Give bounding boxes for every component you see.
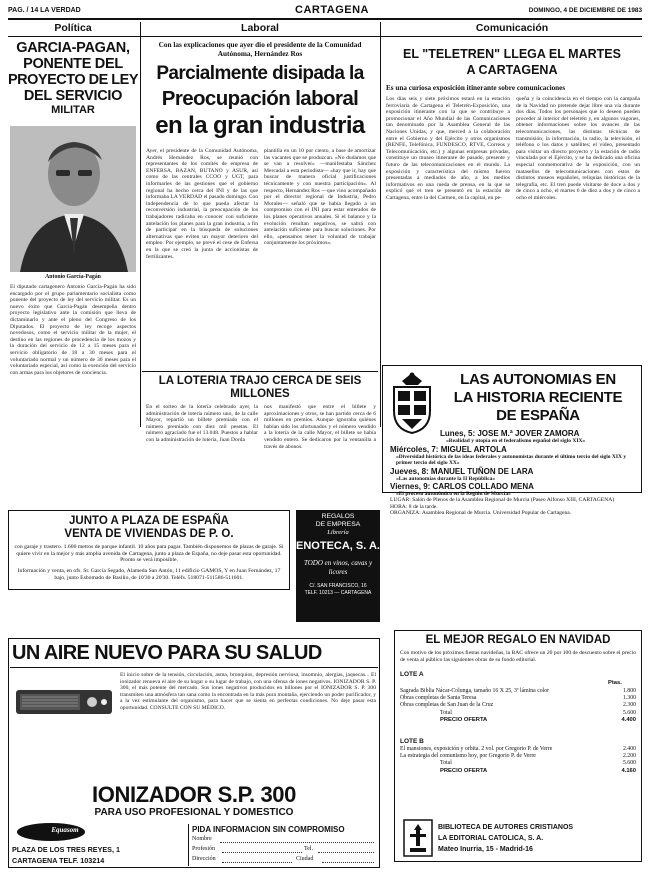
list-item: Total 5.600 [440,709,636,716]
list-item: PRECIO OFERTA 4.400 [440,716,636,723]
loteria-body-right: nos manifestó que entre el billete y aproximaciones y otros, se han partido cerca de 6 millones en premios. Aunque ignoraba quiénes habían sido los afortunados y el número vendido a la lotería de la calle Mayor, el billete se había vendido entero. Se dedicaron por la ventanilla a través de abonos. [264,404,376,450]
loteria-headline: LA LOTERIA TRAJO CERCA DE SEIS MILLONES [158,375,362,400]
ionizador-subtitle: PARA USO PROFESIONAL Y DOMESTICO [94,807,294,818]
viviendas-contact: Información y venta, en ofs. Sr. García Segado, Alameda San Antón, 11 edificio GAMOS, Y en Juan Fernández, 17 bajo, junto Esbomado de Basilio, de 10'30 a 20'30. Teléfs. 518071-511586-511601. [17,568,281,581]
list-item: El mansiones, exposición y orbita. 2 vol. por Gregorio P. de Verre 2.400 [400,746,636,752]
laboral-headline: Parcialmente disipada la Preocupación laboral en la gran industria [155,63,365,139]
column-header-laboral: Laboral [241,22,279,34]
enoteca-content: REGALOS DE EMPRESA Librería ENOTECA, S. A. TODO en vinos, cavas y licores C/. SAN FRANCISCO, 16 TELF. 10213 — CARTAGENA [296,513,380,596]
header-rule [8,18,642,20]
ionizador-brand: Equasom [51,826,79,834]
list-item: Total 5.600 [440,760,636,767]
lote-b-list [400,746,636,775]
ionizador-phone: CARTAGENA TELF. 103214 [12,856,105,865]
loteria-rule [142,371,378,372]
autonomias-info: LUGAR: Salón de Plenos de la Asamblea Regional de Murcia (Paseo Alfonso XIII, CARTAGENA) HORA: 8 de la tarde. ORGANIZA: Asamblea Regional de Murcia. Universidad Popular de Cartagena. [390,497,615,517]
viviendas-body: con garaje y trastero. 1.600 metros de parque infantil. 10 años para pagar. También disponemos de plazas de garaje. Si quiere vivir en la mejor y más amplia avenida de Cartagena, junto a plaza de España, no deje pasar esta oportunidad. Pronto se verá imposible. [14,544,284,564]
info-form-title: PIDA INFORMACION SIN COMPROMISO [192,825,345,834]
regalo-intro: Con motivo de los próximos fiestas navideñas, la BAC ofrece un 20 por 100 de descuento sobre el precio de venta al público las siguientes obras de su fondo editorial. [400,650,636,663]
bac-logo-icon [404,820,432,856]
regalo-headline: EL MEJOR REGALO EN NAVIDAD [425,634,611,646]
politica-headline: GARCIA-PAGAN, PONENTE DEL PROYECTO DE LEY DEL SERVICIO MILITAR [8,40,139,116]
columns-rule [8,36,642,37]
page-label: PAG. / 14 LA VERDAD [8,7,81,14]
photo-caption: Antonio García-Pagán [45,274,101,280]
bac-footer: BIBLIOTECA DE AUTORES CRISTIANOS LA EDITORIAL CATOLICA, S. A. Mateo Inurria, 15 - Madrid-16 [438,824,574,853]
ionizador-rule [10,667,378,668]
teletren-kicker: Es una curiosa exposición itinerante sobre comunicaciones [386,84,566,92]
politica-body: El diputado cartagenero Antonio García-Pagán ha sido encargado por el grupo parlamentario socialista como ponente del proyecto de ley del servicio militar. Es un nuevo éxito que García-Pagán desempeña dentro proyecto legislativo ante la comisión que lleva de dictaminarlo y ante el pleno del Congreso de los Diputados. El proyecto de ley recoge aspectos novedosos, como el servicio militar de la mujer, el destino en las regiones de procedencia de los mozos y la duración del servicio de 12 a 15 meses para el servicio obligatorio de 18 a 30 meses para el voluntariado normal y un número de 30 meses para el voluntariado especial, así como la exención del servicio con armas para los objetores de conciencia. [10,284,136,376]
list-item: Obras completas de Santa Teresa 1.300 [400,695,636,702]
autonomias-program: Lunes, 5: JOSE M.ª JOVER ZAMORA «Realidad y utopía en el federalismo español del siglo XIX» Miércoles, 7: MIGUEL ARTOLA «Diversidad histórica de las ideas federales y autonomistas durante el último tercio del siglo XIX y primer tercio del siglo XX» Jueves, 8: MANUEL TUÑON DE LARA «Las autonomías durante la II República» Viernes, 9: CARLOS COLLADO MENA «El proceso autonómico en la Región de Murcia» [390,429,627,497]
ionizador-body: El inicio sobre de la tensión, circulación, asma, bronquios, depresión nerviosa, insomnio, alergias, jaquecas... El ionizador renueva el aire de su hogar o su lugar de trabajo, con una ofensa de iones negativos. IONIZADOR S. P. 300, el más potente del mercado. Sus iones negativos producidos en billones por el IONIZADOR S. P. 300 transmiten una atmósfera tan sana como la encontrada en la más pura montaña, ejerciendo un poder purificador, y a la vez estimulante del organismo, para hacer que se sienta en perfectas condiciones. No deje pasar esta oportunidad. CONSULTE CON SU MÉDICO. [120,672,376,711]
section-title: CARTAGENA [295,4,369,16]
coat-of-arms-icon [388,371,436,435]
form-label-profesion: Profesión [192,846,215,852]
viviendas-headline: JUNTO A PLAZA DE ESPAÑA VENTA DE VIVIENDAS DE P. O. [64,515,234,540]
ionizador-product: IONIZADOR S.P. 300 [92,782,296,807]
ionizador-headline: UN AIRE NUEVO PARA SU SALUD [12,642,322,664]
list-item: La estrategia del comunismo hoy, por Gregorio P. de Verre 2.200 [400,753,636,760]
teletren-headline: EL "TELETREN" LLEGA EL MARTES A CARTAGENA [403,47,621,77]
column-header-politica: Política [54,22,92,34]
laboral-body-right: plantilla en un 10 por ciento, a base de amortizar las vacantes que se produzcan. «No dudamos que se van a resolver» —manifestaba Sánchez Mercadal a esta periodista— «hay que ir, hay que buscar de manera oficial justificaciones técnicamente y con nuestra participación». Al respecto, Hernández Ros —que vino acompañado por el director regional de Industria, Pedro Morales— señaló que se había llegado a un compromiso con el INI para estar enterados de los planes operativos anuales. Si el balance y la evolución resultan negativos, se sabrá con antelación suficiente para buscar soluciones. Por ello, «pensamos tener la voluntad de trabajar conjuntamente los próximos». [264,148,376,247]
column-header-comunicacion: Comunicación [475,22,549,34]
laboral-kicker: Con las explicaciones que ayer dio el presidente de la Comunidad Autónoma, Hernández Ros [158,40,362,58]
teletren-body-right: queña y la coincidencia en el tiempo con la campaña de la Navidad no pretende dejar libre una vía durante dos días. Todos los personajes que lo deseen pueden proceder al interior del teletrén y, en algunos vagones, obtener informaciones sobre los avances de las telecomunicaciones, las distintas técnicas de transmisión, la información, la radio, la televisión, el teléfono o los datos y satélites; el vídeo, presentado para visitar un directo proyecto y la estación de radio vinculada por el Ejército, y se ha dedicado una oficina especial conmemorativa de la exposición, con un matasellos de telecomunicaciones con estos de distintos museos españoles, reliquias históricas de la telegrafía, etc. El tren puede visitarse de doce a dos y de cinco a ocho, el martes 6 de diez a dos y de cinco a ocho el miércoles. [516,96,640,201]
column-divider [380,22,381,427]
form-label-tel: Tel. [304,846,314,852]
teletren-body-left: Los días seis y siete próximos estará en la estación ferroviaria de Cartagena el Teletrén-Exposición, una exposición itinerante con la que se contribuye a promocionar el Año Mundial de las Comunicaciones tan denominado por la Asamblea General de las Naciones Unidas, y que, merced a la colaboración entre el Gobierno y del Ejército y otros organismos (RENFE, Telefónica, FUNDESCO, RTVE, Correos y Telecomunicación, etc.) y algunas empresas privadas, constituye un museo itinerante de pasado, presente y futuro de las telecomunicaciones en el mundo. La exposición y característica del mismo fueron presentadas a mediados de año, a los medios informativos en una rueda de prensa, en la que se explicó qué el tren se presentó en la estación de Cartagena, entre la del Carmen, en la capital, en pe- [386,96,510,201]
form-field-tel[interactable] [318,852,374,853]
form-divider [188,824,189,866]
lote-a-title: LOTE A [400,671,424,678]
form-field-direccion[interactable] [222,862,292,863]
page-date: DOMINGO, 4 DE DICIEMBRE DE 1983 [528,7,642,14]
form-field-nombre[interactable] [220,842,374,843]
politician-photo [10,126,136,272]
list-item: Sagrada Biblia Nácar-Colunga, tamaño 16 X 25, 3ª lámina color 1.800 [400,688,636,694]
laboral-body-left: Ayer, el presidente de la Comunidad Autónoma, Andrés Hernández Ros, se reunió con representantes de los comités de empresa de ENFERSA, BAZAN, BUTANO y ASUR, así como de las centrales CCOO y UGT, para informarles de las gestiones que el gobierno regional ha hecho cerca del INI y de las que informaba LA VERDAD el pasado domingo. Con independencia de lo que pueda afectar la reconversión industrial, la preocupación de los trabajadores radicaba en conocer con suficiente antelación los planes para la gran industria, a fin de participar en la búsqueda de soluciones alternativas que eviten un mayor deterioro del empleo. Por ejemplo, se prevé el cese de Enfersa en la que se creó la junta de accionistas de fertilizantes. [146,148,258,260]
ionizador-device-image [14,680,114,720]
form-label-ciudad: Ciudad [296,856,314,862]
form-label-direccion: Dirección [192,856,216,862]
lote-a-price-header: Ptas. [608,680,622,686]
autonomias-headline: LAS AUTONOMIAS EN LA HISTORIA RECIENTE DE ESPAÑA [453,371,623,424]
column-divider [140,22,141,427]
form-label-nombre: Nombre [192,836,212,842]
list-item: PRECIO OFERTA 4.160 [440,767,636,774]
lote-a-list [400,688,636,724]
form-field-profesion[interactable] [222,852,302,853]
list-item: Obras completas de San Juan de la Cruz 2.300 [400,702,636,709]
form-field-ciudad[interactable] [322,862,374,863]
ionizador-address: PLAZA DE LOS TRES REYES, 1 [12,845,120,854]
loteria-body-left: En el sorteo de la lotería celebrado ayer, la administración de lotería número uno, de la calle Mayor, repartió un billete premiado con el número premiado con diez mil pesetas. El número agraciado fue el 13.048. Puestos a hablar con la administración de lotería, Juan Dorda [146,404,258,443]
lote-b-title: LOTE B [400,738,424,745]
